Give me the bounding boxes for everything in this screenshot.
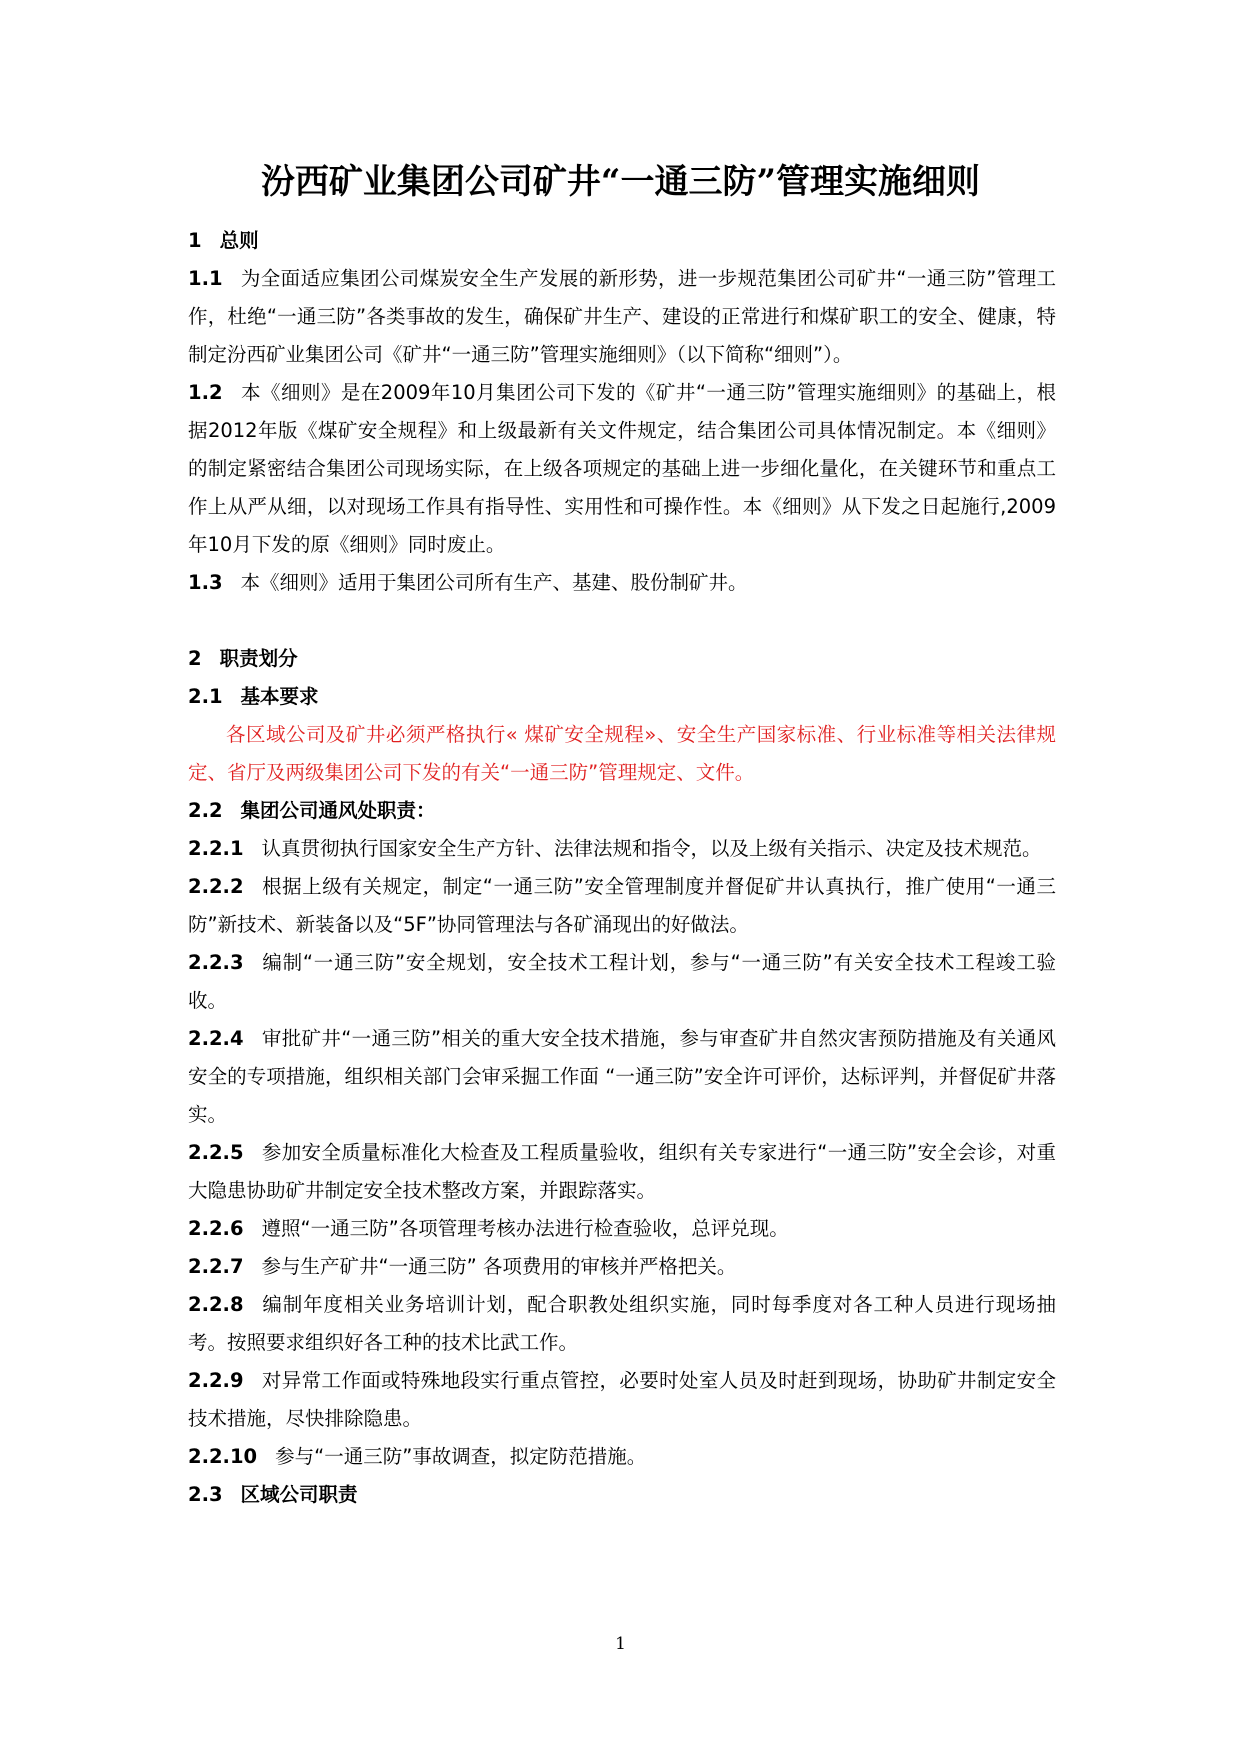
clause-paragraph xyxy=(188,260,1056,374)
section-heading xyxy=(188,792,1056,830)
clause-text: 基本要求 xyxy=(240,685,319,708)
clause-text: 认真贯彻执行国家安全生产方针、法律法规和指令，以及上级有关指示、决定及技术规范。 xyxy=(261,837,1042,860)
clause-number: 2.2.1 xyxy=(188,837,244,860)
section-heading xyxy=(188,1476,1056,1514)
clause-text: 各区域公司及矿井必须严格执行« 煤矿安全规程»、安全生产国家标准、行业标准等相关法律规定、省厅及两级集团公司下发的有关“一通三防”管理规定、文件。 xyxy=(188,723,1056,784)
document-body xyxy=(188,222,1056,1514)
clause-text: 遵照“一通三防”各项管理考核办法进行检查验收，总评兑现。 xyxy=(261,1217,789,1240)
section-heading xyxy=(188,640,1056,678)
clause-paragraph xyxy=(188,374,1056,564)
clause-number: 2 xyxy=(188,647,202,670)
clause-text: 参与“一通三防”事故调查，拟定防范措施。 xyxy=(275,1445,647,1468)
clause-paragraph xyxy=(188,868,1056,944)
document-title: 汾西矿业集团公司矿井“一通三防”管理实施细则 xyxy=(260,162,981,202)
clause-number: 2.2.8 xyxy=(188,1293,244,1316)
clause-number: 2.2 xyxy=(188,799,223,822)
clause-paragraph xyxy=(188,564,1056,602)
clause-number: 1.2 xyxy=(188,381,223,404)
section-heading xyxy=(188,222,1056,260)
clause-paragraph xyxy=(188,1438,1056,1476)
clause-number: 2.2.7 xyxy=(188,1255,244,1278)
clause-text: 参加安全质量标准化大检查及工程质量验收，组织有关专家进行“一通三防”安全会诊，对重大隐患协助矿井制定安全技术整改方案，并跟踪落实。 xyxy=(188,1141,1056,1202)
clause-text: 集团公司通风处职责： xyxy=(240,799,436,822)
clause-number: 2.1 xyxy=(188,685,223,708)
clause-number: 2.2.6 xyxy=(188,1217,244,1240)
clause-number: 1.1 xyxy=(188,267,223,290)
clause-paragraph xyxy=(188,944,1056,1020)
clause-text: 本《细则》适用于集团公司所有生产、基建、股份制矿井。 xyxy=(240,571,748,594)
section-heading xyxy=(188,678,1056,716)
clause-text: 编制年度相关业务培训计划，配合职教处组织实施，同时每季度对各工种人员进行现场抽考。按照要求组织好各工种的技术比武工作。 xyxy=(188,1293,1056,1354)
clause-number: 2.2.5 xyxy=(188,1141,244,1164)
clause-text: 编制“一通三防”安全规划，安全技术工程计划，参与“一通三防”有关安全技术工程竣工验收。 xyxy=(188,951,1056,1012)
clause-number: 2.3 xyxy=(188,1483,223,1506)
clause-number: 2.2.9 xyxy=(188,1369,244,1392)
clause-number: 1.3 xyxy=(188,571,223,594)
clause-paragraph xyxy=(188,1362,1056,1438)
clause-text: 为全面适应集团公司煤炭安全生产发展的新形势，进一步规范集团公司矿井“一通三防”管理工作，杜绝“一通三防”各类事故的发生，确保矿井生产、建设的正常进行和煤矿职工的安全、健康，特制定汾西矿业集团公司《矿井“一通三防”管理实施细则》（以下简称“细则”）。 xyxy=(188,267,1056,366)
clause-number: 1 xyxy=(188,229,202,252)
clause-number: 2.2.4 xyxy=(188,1027,244,1050)
clause-text: 对异常工作面或特殊地段实行重点管控，必要时处室人员及时赶到现场，协助矿井制定安全技术措施，尽快排除隐患。 xyxy=(188,1369,1056,1430)
clause-text: 本《细则》是在2009年10月集团公司下发的《矿井“一通三防”管理实施细则》的基础上，根据2012年版《煤矿安全规程》和上级最新有关文件规定，结合集团公司具体情况制定。本《细则》的制定紧密结合集团公司现场实际，在上级各项规定的基础上进一步细化量化，在关键环节和重点工作上从严从细，以对现场工作具有指导性、实用性和可操作性。本《细则》从下发之日起施行,2009年10月下发的原《细则》同时废止。 xyxy=(188,381,1056,556)
highlighted-paragraph xyxy=(188,716,1056,792)
clause-text: 职责划分 xyxy=(219,647,298,670)
clause-paragraph xyxy=(188,830,1056,868)
clause-paragraph xyxy=(188,1286,1056,1362)
clause-text: 审批矿井“一通三防”相关的重大安全技术措施，参与审查矿井自然灾害预防措施及有关通风安全的专项措施，组织相关部门会审采掘工作面 “一通三防”安全许可评价，达标评判，并督促矿井落实。 xyxy=(188,1027,1056,1126)
page-number: 1 xyxy=(615,1634,626,1654)
clause-text: 总则 xyxy=(219,229,259,252)
clause-text: 参与生产矿井“一通三防” 各项费用的审核并严格把关。 xyxy=(261,1255,737,1278)
blank-line xyxy=(188,602,1056,640)
clause-number: 2.2.3 xyxy=(188,951,244,974)
clause-paragraph xyxy=(188,1210,1056,1248)
clause-paragraph xyxy=(188,1020,1056,1134)
clause-number: 2.2.2 xyxy=(188,875,244,898)
clause-paragraph xyxy=(188,1248,1056,1286)
clause-number: 2.2.10 xyxy=(188,1445,258,1468)
clause-paragraph xyxy=(188,1134,1056,1210)
clause-text: 区域公司职责 xyxy=(240,1483,358,1506)
clause-text: 根据上级有关规定，制定“一通三防”安全管理制度并督促矿井认真执行，推广使用“一通三防”新技术、新装备以及“5F”协同管理法与各矿涌现出的好做法。 xyxy=(188,875,1056,936)
